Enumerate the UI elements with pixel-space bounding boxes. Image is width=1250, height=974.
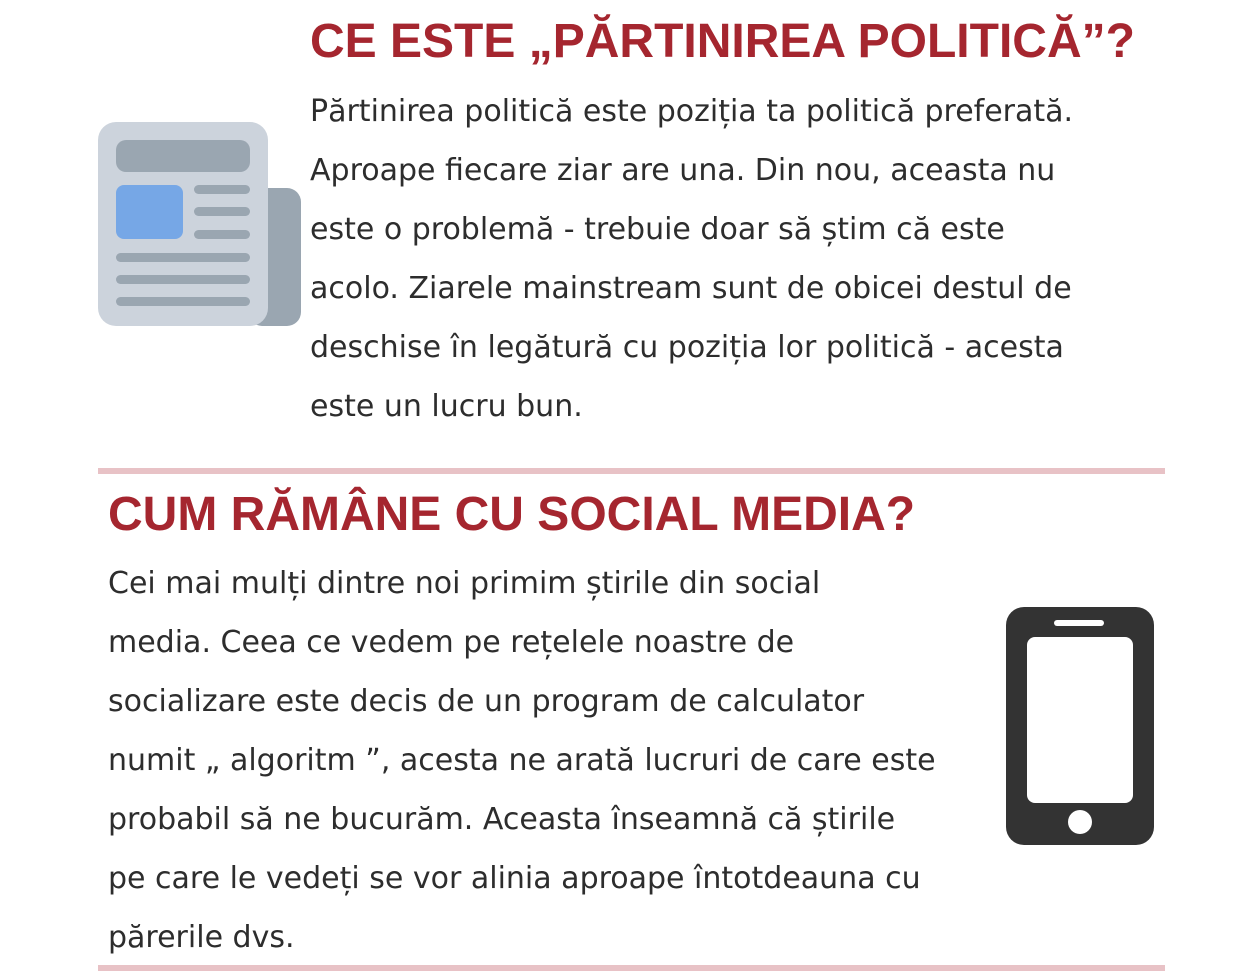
body-line: probabil să ne bucurăm. Aceasta înseamnă că știrile (108, 802, 896, 837)
section-body-social-media (108, 554, 1008, 967)
body-line: socializare este decis de un program de calculator (108, 684, 865, 719)
body-line: pe care le vedeți se vor alinia aproape întotdeauna cu (108, 861, 921, 896)
body-line: părerile dvs. (108, 920, 295, 955)
section-divider (98, 468, 1165, 474)
body-line: media. Ceea ce vedem pe rețelele noastre de (108, 625, 795, 660)
body-line: Aproape fiecare ziar are una. Din nou, aceasta nu (310, 153, 1056, 188)
section-title-political-bias: CE ESTE „PĂRTINIREA POLITICĂ”? (310, 15, 1135, 68)
body-line: deschise în legătură cu poziția lor politică - acesta (310, 330, 1064, 365)
body-line: Cei mai mulți dintre noi primim știrile din social (108, 566, 821, 601)
body-line: este un lucru bun. (310, 389, 583, 424)
body-line: Părtinirea politică este poziția ta politică preferată. (310, 94, 1074, 129)
section-title-social-media: CUM RĂMÂNE CU SOCIAL MEDIA? (108, 488, 916, 541)
body-line: acolo. Ziarele mainstream sunt de obicei destul de (310, 271, 1072, 306)
section-body-political-bias (310, 82, 1170, 436)
body-line: este o problemă - trebuie doar să știm că este (310, 212, 1005, 247)
body-line: numit „ algoritm ”, acesta ne arată lucruri de care este (108, 743, 936, 778)
newspaper-icon (98, 122, 303, 327)
smartphone-icon (1006, 607, 1154, 845)
section-divider (98, 965, 1165, 971)
